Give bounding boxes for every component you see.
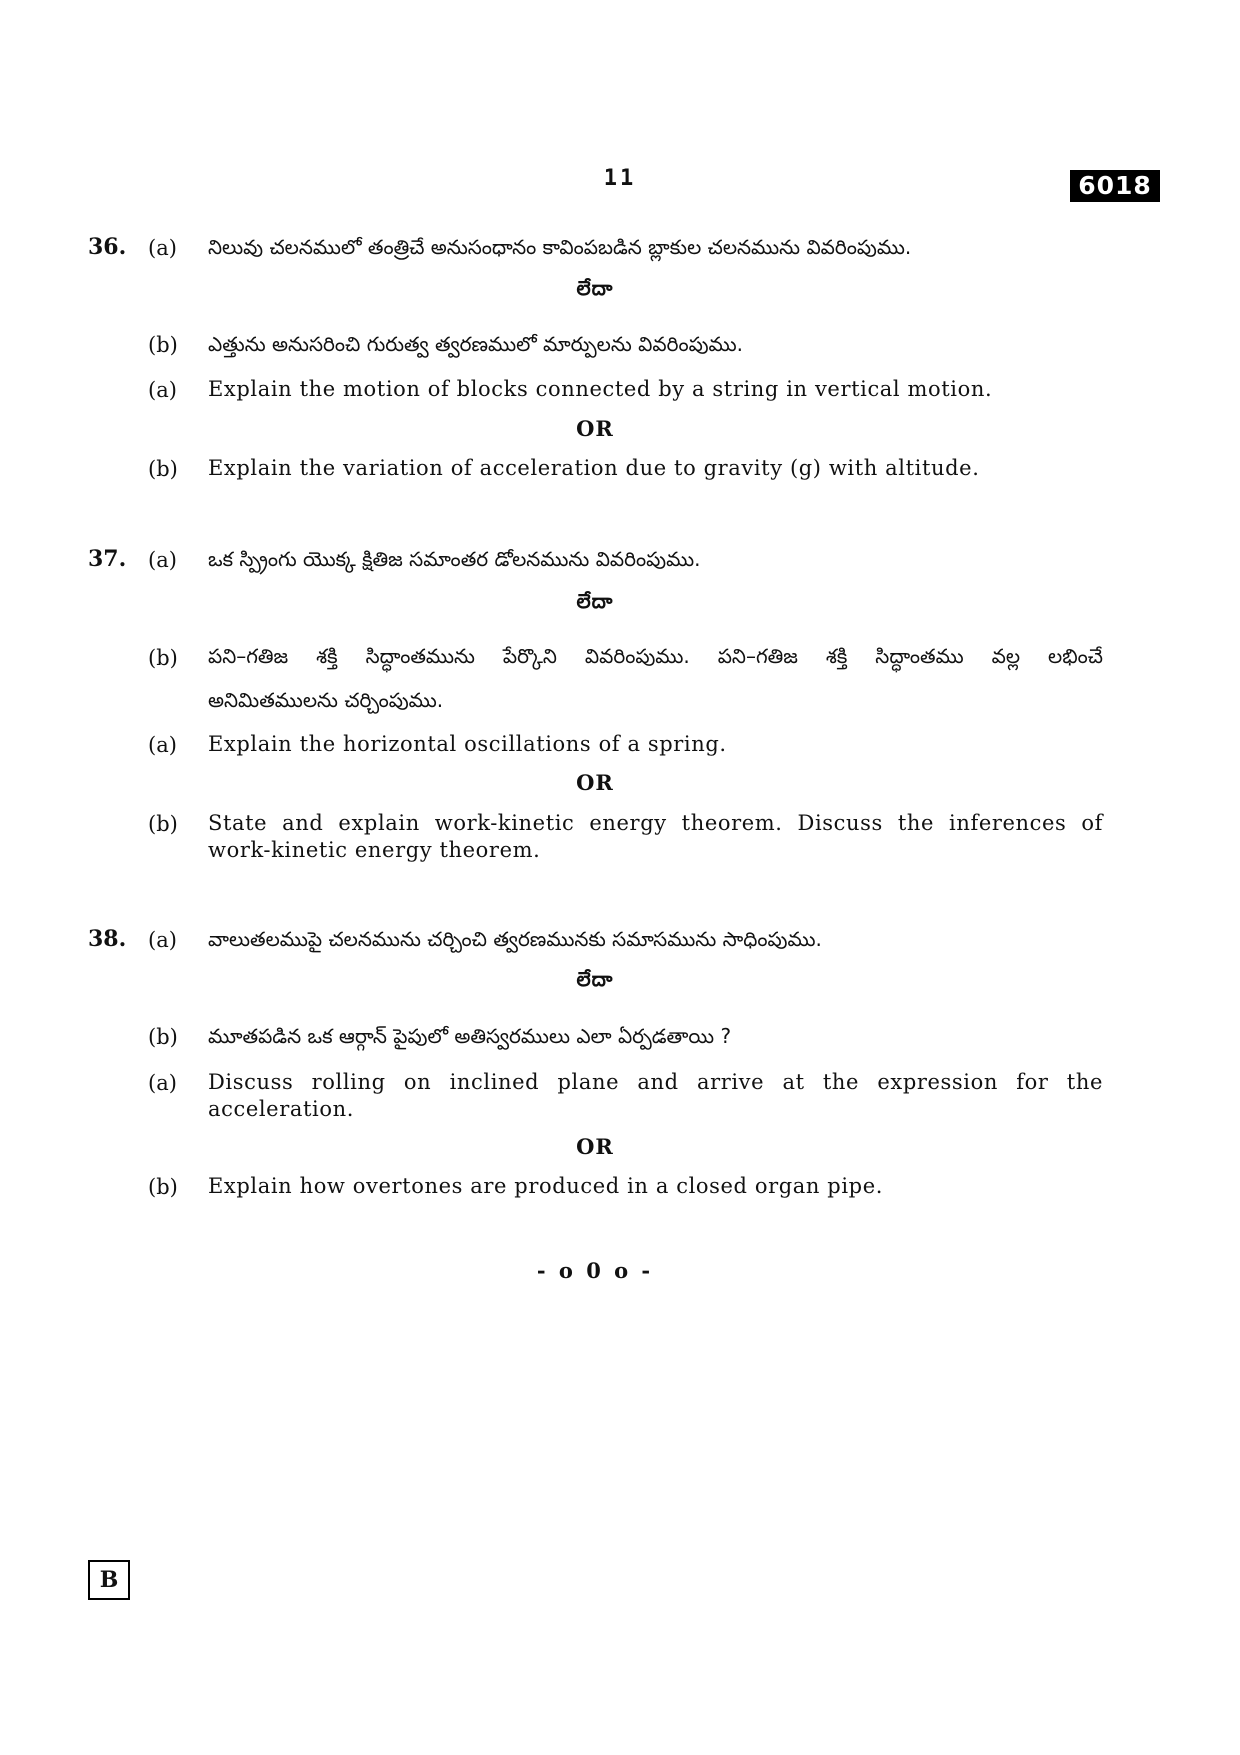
question-number: 37.: [88, 546, 127, 572]
option-label: (b): [148, 1025, 178, 1049]
option-label: (b): [148, 812, 178, 836]
option-label: (a): [148, 733, 177, 757]
question-number: 36.: [88, 234, 127, 260]
english-option-a: Explain the horizontal oscillations of a spring.: [208, 732, 727, 756]
english-option-a-line-1: Discuss rolling on inclined plane and arrive at the expression for the: [208, 1070, 1103, 1094]
page-number: 11: [603, 166, 637, 191]
english-option-a-line-2: acceleration.: [208, 1097, 354, 1121]
option-label: (b): [148, 1175, 178, 1199]
telugu-option-b: మూతపడిన ఒక ఆర్గాన్ పైపులో అతిస్వరములు ఎలా ఏర్పడతాయి ?: [208, 1024, 732, 1048]
english-option-b: Explain how overtones are produced in a closed organ pipe.: [208, 1174, 884, 1198]
option-label: (a): [148, 1071, 177, 1095]
english-option-b: Explain the variation of acceleration due to gravity (g) with altitude.: [208, 456, 980, 480]
option-label: (b): [148, 646, 178, 670]
telugu-option-b-line-1: పని–గతిజ శక్తి సిద్ధాంతమును పేర్కొని వివరింపుము. పని–గతిజ శక్తి సిద్ధాంతము వల్ల లభించే: [208, 644, 1103, 668]
english-option-b-line-1: State and explain work-kinetic energy theorem. Discuss the inferences of: [208, 811, 1103, 835]
series-box: B: [88, 1560, 130, 1600]
telugu-or-divider: లేదా: [576, 589, 614, 613]
telugu-or-divider: లేదా: [576, 967, 614, 991]
telugu-option-a: నిలువు చలనములో తంత్రిచే అనుసంధానం కావింపబడిన బ్లాకుల చలనమును వివరింపుము.: [208, 235, 912, 259]
question-number: 38.: [88, 926, 127, 952]
telugu-option-a: ఒక స్ప్రింగు యొక్క క్షితిజ సమాంతర డోలనమును వివరింపుము.: [208, 547, 701, 571]
option-label: (b): [148, 333, 178, 357]
telugu-option-a: వాలుతలముపై చలనమును చర్చించి త్వరణమునకు సమాసమును సాధింపుము.: [208, 927, 822, 951]
english-option-b-line-2: work-kinetic energy theorem.: [208, 838, 541, 862]
english-or-divider: OR: [576, 1134, 614, 1159]
english-or-divider: OR: [576, 770, 614, 795]
end-of-paper-mark: - o 0 o -: [536, 1258, 654, 1283]
english-or-divider: OR: [576, 416, 614, 441]
telugu-option-b-line-2: అనిమితములను చర్చింపుము.: [208, 688, 444, 712]
option-label: (a): [148, 928, 177, 952]
telugu-option-b: ఎత్తును అనుసరించి గురుత్వ త్వరణములో మార్పులను వివరింపుము.: [208, 332, 743, 356]
english-option-a: Explain the motion of blocks connected by a string in vertical motion.: [208, 377, 993, 401]
option-label: (b): [148, 457, 178, 481]
option-label: (a): [148, 236, 177, 260]
telugu-or-divider: లేదా: [576, 276, 614, 300]
paper-code-badge: 6018: [1070, 170, 1160, 202]
option-label: (a): [148, 378, 177, 402]
option-label: (a): [148, 548, 177, 572]
